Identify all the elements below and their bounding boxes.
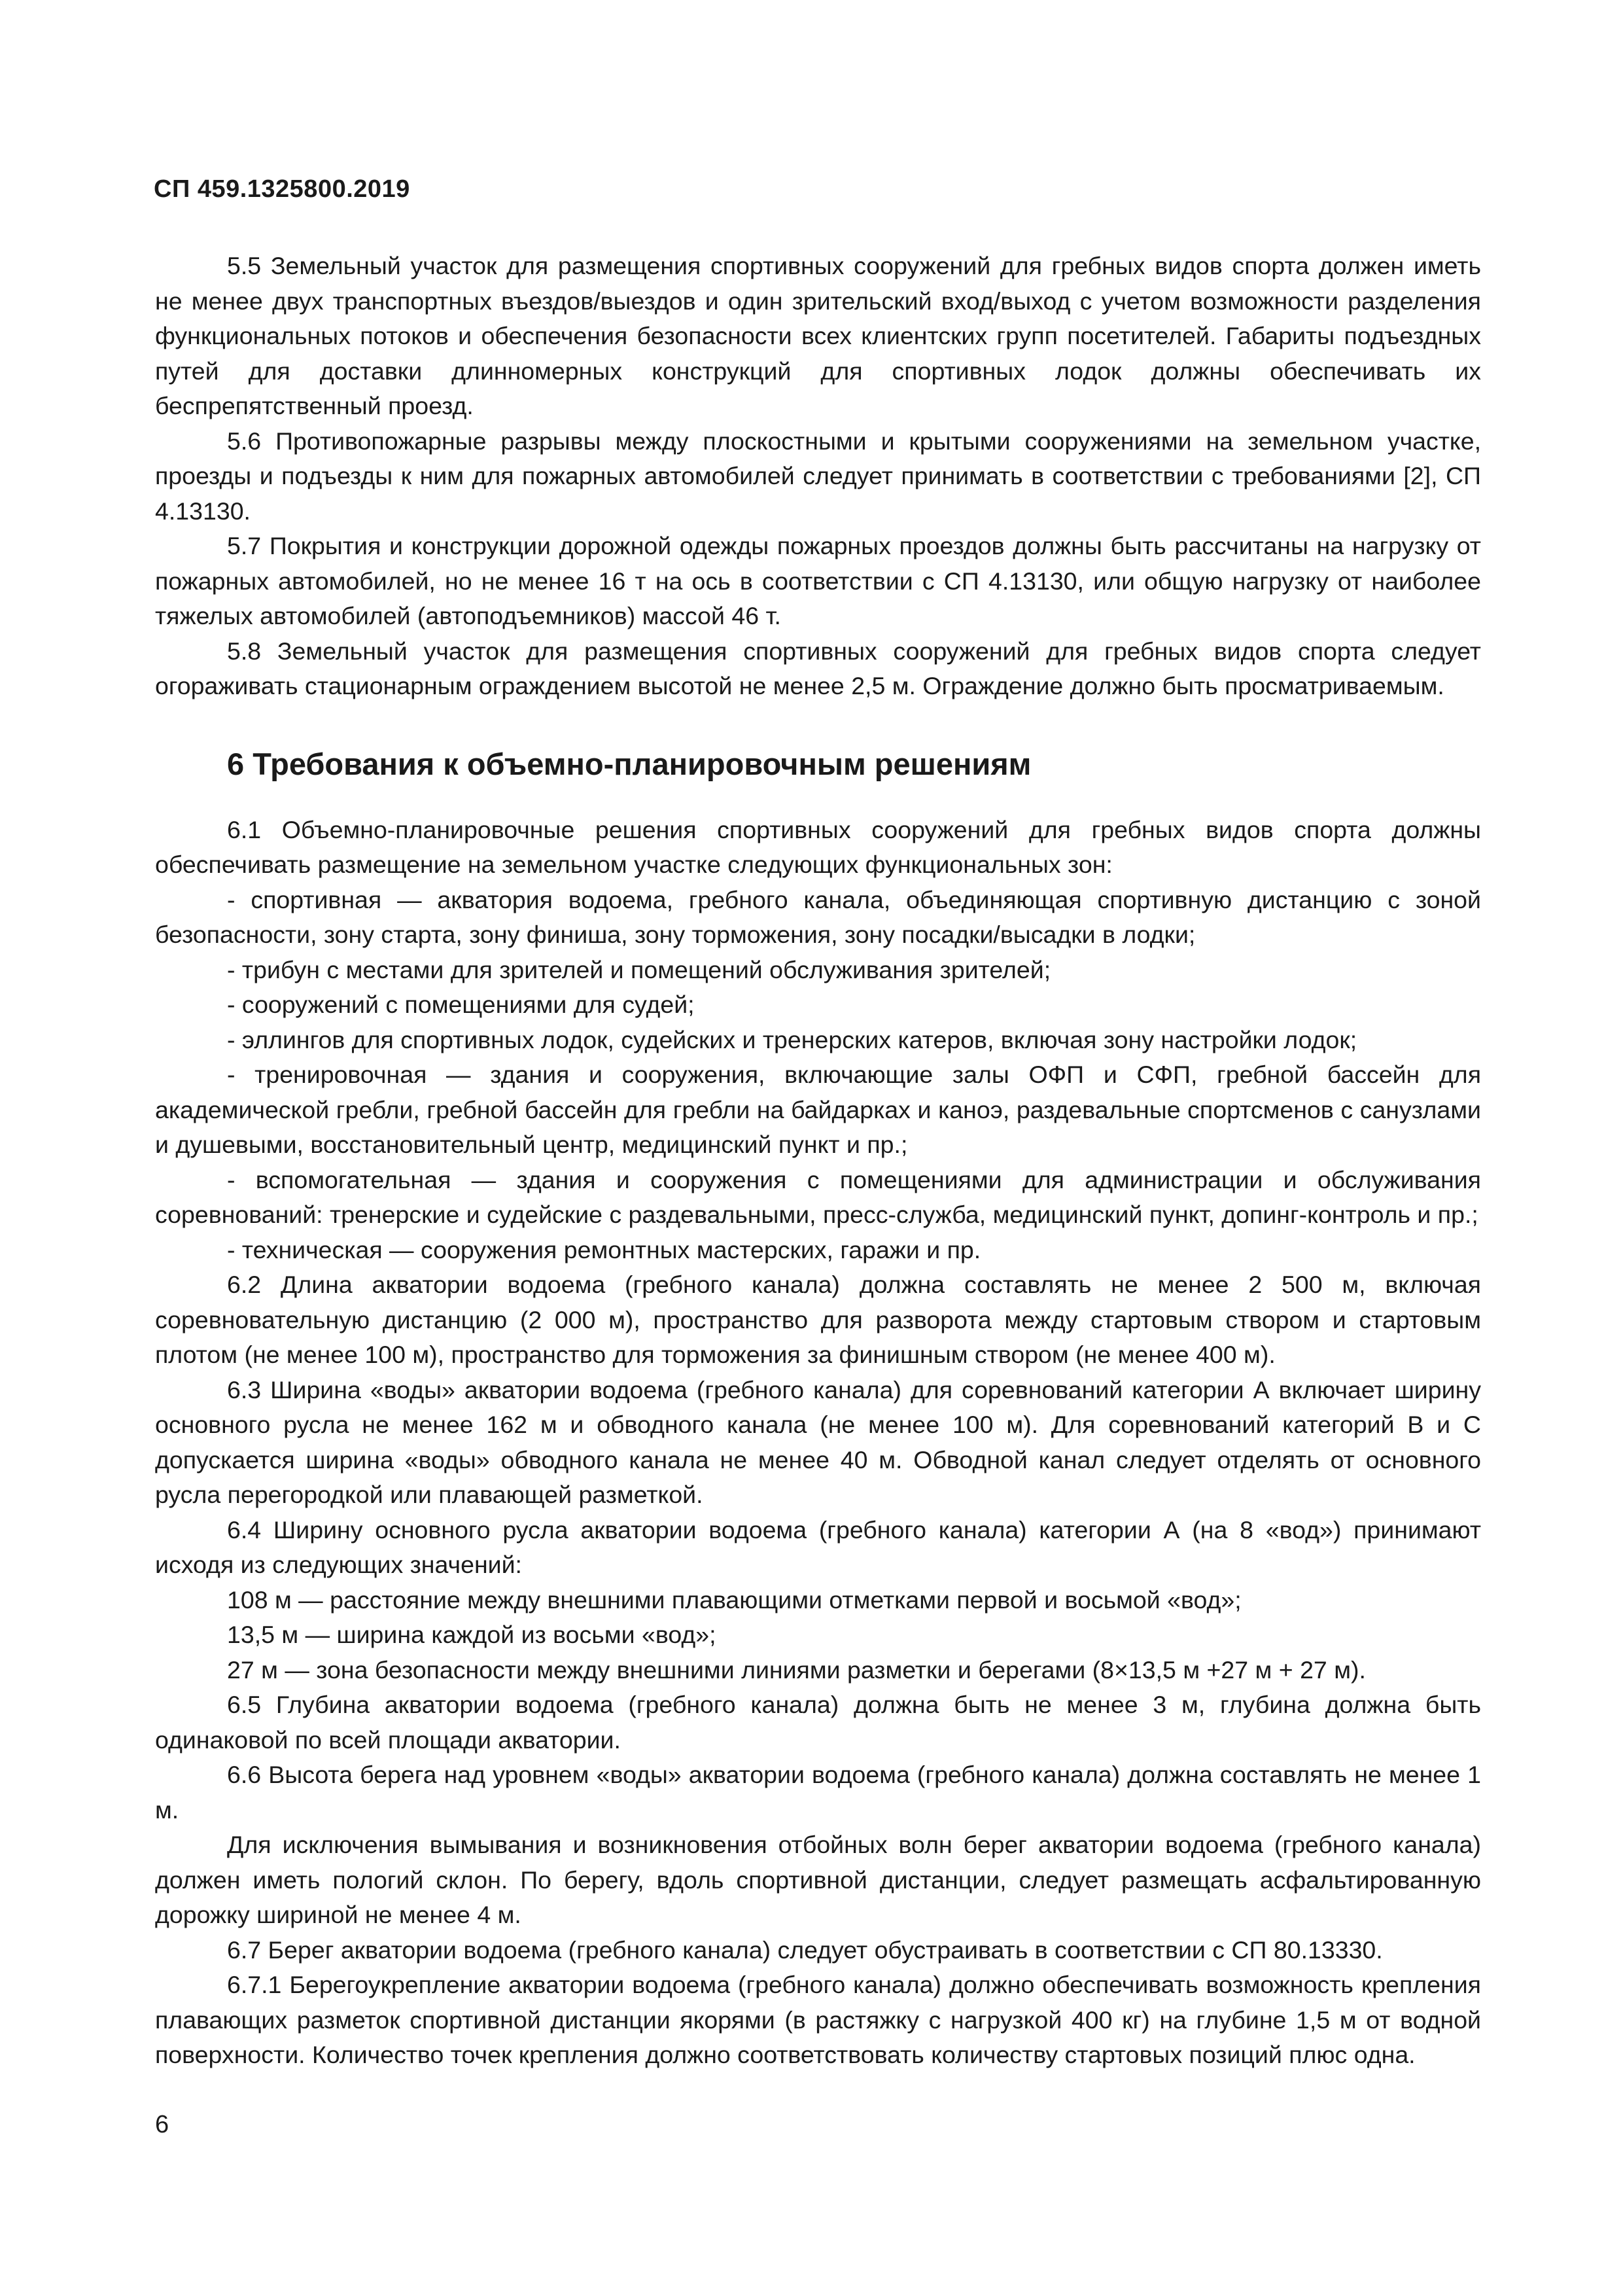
section-6-heading: 6 Требования к объемно-планировочным решениям <box>227 746 1032 781</box>
page-number: 6 <box>155 2111 169 2138</box>
list-item-sport-zone: - спортивная — акватория водоема, гребного канала, объединяющая спортивную дистанцию с зоной безопасности, зону старта, зону финиша, зону торможения, зону посадки/высадки в лодки; <box>155 885 1481 948</box>
paragraph-bank-slope: Для исключения вымывания и возникновения отбойных волн берег акватории водоема (гребного канала) должен иметь пологий склон. По берегу, вдоль спортивной дистанции, следует размещать асфальтированную дорожку шириной не менее 4 м. <box>155 1831 1481 1928</box>
list-item-training-zone: - тренировочная — здания и сооружения, включающие залы ОФП и СФП, гребной бассейн для академической гребли, гребной бассейн для гребли на байдарках и каноэ, раздевальные спортсменов с санузлами и душевыми, восстановительный центр, медицинский пункт и пр.; <box>155 1061 1481 1158</box>
paragraph-5-6: 5.6 Противопожарные разрывы между плоскостными и крытыми сооружениями на земельном участке, проезды и подъезды к ним для пожарных автомобилей следует принимать в соответствии с требованиями [2], СП 4.13130. <box>155 427 1481 525</box>
paragraph-5-5: 5.5 Земельный участок для размещения спортивных сооружений для гребных видов спорта должен иметь не менее двух транспортных въездов/выездов и один зрительский вход/выход с учетом возможности разделения функциональных потоков и обеспечения безопасности всех клиентских групп посетителей. Габариты подъездных путей для доставки длинномерных конструкций для спортивных лодок должны обеспечивать их беспрепятственный проезд. <box>155 252 1481 419</box>
paragraph-6-6: 6.6 Высота берега над уровнем «воды» акватории водоема (гребного канала) должна составлять не менее 1 м. <box>155 1761 1481 1824</box>
paragraph-6-1: 6.1 Объемно-планировочные решения спортивных сооружений для гребных видов спорта должны обеспечивать размещение на земельном участке следующих функциональных зон: <box>155 815 1481 878</box>
paragraph-5-8: 5.8 Земельный участок для размещения спортивных сооружений для гребных видов спорта следует огораживать стационарным ограждением высотой не менее 2,5 м. Ограждение должно быть просматриваемым. <box>155 637 1481 699</box>
list-item-auxiliary-zone: - вспомогательная — здания и сооружения с помещениями для администрации и обслуживания соревнований: тренерские и судейские с раздевальными, пресс-служба, медицинский пункт, допинг-контроль и пр.; <box>155 1165 1481 1228</box>
list-item-judges-facilities: - сооружений с помещениями для судей; <box>227 991 695 1018</box>
list-item-technical-zone: - техническая — сооружения ремонтных мастерских, гаражи и пр. <box>227 1235 981 1263</box>
document-body <box>155 249 1481 2073</box>
paragraph-6-7: 6.7 Берег акватории водоема (гребного канала) следует обустраивать в соответствии с СП 80.13330. <box>227 1935 1383 1964</box>
document-code: СП 459.1325800.2019 <box>154 175 410 203</box>
paragraph-6-3: 6.3 Ширина «воды» акватории водоема (гребного канала) для соревнований категории А включает ширину основного русла не менее 162 м и обводного канала (не менее 100 м). Для соревнований категорий В и С допускается ширина «воды» обводного канала не менее 40 м. Обводной канал следует отделять от основного русла перегородкой или плавающей разметкой. <box>155 1375 1481 1508</box>
paragraph-5-7: 5.7 Покрытия и конструкции дорожной одежды пожарных проездов должны быть рассчитаны на нагрузку от пожарных автомобилей, но не менее 16 т на ось в соответствии с СП 4.13130, или общую нагрузку от наиболее тяжелых автомобилей (автоподъемников) массой 46 т. <box>155 532 1481 629</box>
paragraph-6-5: 6.5 Глубина акватории водоема (гребного канала) должна быть не менее 3 м, глубина должна быть одинаковой по всей площади акватории. <box>155 1691 1481 1754</box>
paragraph-6-7-1: 6.7.1 Берегоукрепление акватории водоема (гребного канала) должно обеспечивать возможность крепления плавающих разметок спортивной дистанции якорями (в растяжку с нагрузкой 400 кг) на глубине 1,5 м от водной поверхности. Количество точек крепления должно соответствовать количеству стартовых позиций плюс одна. <box>155 1971 1481 2068</box>
value-line-13-5m: 13,5 м — ширина каждой из восьми «вод»; <box>227 1621 716 1648</box>
value-line-108m: 108 м — расстояние между внешними плавающими отметками первой и восьмой «вод»; <box>227 1585 1242 1614</box>
list-item-stands: - трибун с местами для зрителей и помещений обслуживания зрителей; <box>227 955 1051 983</box>
paragraph-6-4: 6.4 Ширину основного русла акватории водоема (гребного канала) категории А (на 8 «вод») принимают исходя из следующих значений: <box>155 1515 1481 1578</box>
list-item-boathouses: - эллингов для спортивных лодок, судейских и тренерских катеров, включая зону настройки лодок; <box>227 1025 1357 1053</box>
value-line-27m: 27 м — зона безопасности между внешними линиями разметки и берегами (8×13,5 м +27 м + 27 м). <box>227 1655 1366 1684</box>
paragraph-6-2: 6.2 Длина акватории водоема (гребного канала) должна составлять не менее 2 500 м, включая соревновательную дистанцию (2 000 м), пространство для разворота между стартовым створом и стартовым плотом (не менее 100 м), пространство для торможения за финишным створом (не менее 400 м). <box>155 1271 1481 1368</box>
